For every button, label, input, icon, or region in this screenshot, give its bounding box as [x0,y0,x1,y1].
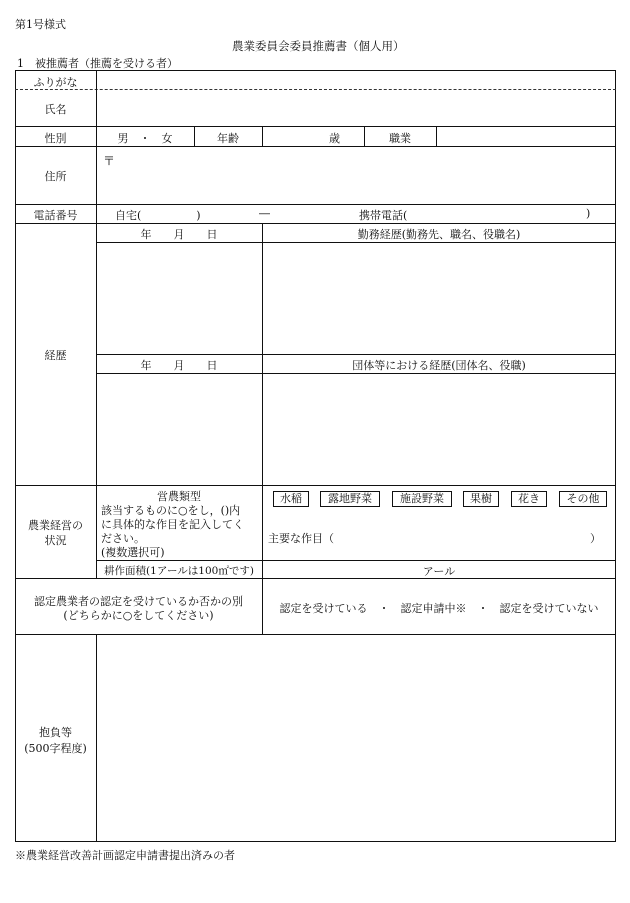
age-label: 年齢 [217,132,239,145]
career-label: 経歴 [44,349,67,362]
farm-type-desc-2: に具体的な作目を記入してく [101,518,244,531]
group-history-input[interactable] [263,374,615,484]
ambition-label: 抱負等 [39,726,72,739]
postal-mark: 〒 [103,154,116,168]
gender-options[interactable]: 男 ・ 女 [117,132,173,145]
farm-type-desc-3: ださい。 [101,532,145,545]
group-date-input[interactable] [97,374,261,484]
name-label: 氏名 [44,103,67,116]
footnote: ※農業経営改善計画認定申請書提出済みの者 [15,849,235,862]
crop-option-rice[interactable]: 水稲 [273,491,309,507]
main-crop-label: 主要な作目（ [268,532,334,545]
ambition-input[interactable] [97,635,615,841]
group-history-header: 団体等における経歴(団体名、役職) [352,359,526,372]
phone-dash: ― [259,207,270,220]
occupation-input[interactable] [437,127,615,145]
crop-option-flowers[interactable]: 花き [511,491,547,507]
crop-option-field-vegetables[interactable]: 露地野菜 [320,491,380,507]
crop-option-fruit-trees[interactable]: 果樹 [463,491,499,507]
area-unit: アール [422,565,456,578]
form-number: 第1号様式 [15,18,66,31]
furigana-label: ふりがな [33,76,78,89]
home-phone[interactable]: 自宅( ) [115,209,201,222]
ambition-sublabel: (500字程度) [24,742,87,755]
mobile-phone[interactable]: 携帯電話( [359,209,408,222]
work-history-input[interactable] [263,243,615,353]
cert-options[interactable]: 認定を受けている ・ 認定申請中※ ・ 認定を受けていない [279,602,599,615]
area-label: 耕作面積(1アールは100㎡です) [104,565,254,577]
gender-label: 性別 [44,132,67,145]
farm-type-desc-4: (複数選択可) [101,546,165,559]
main-crop-close: ） [590,532,601,545]
farm-status-label-2: 状況 [44,534,67,547]
crop-option-greenhouse-vegetables[interactable]: 施設野菜 [392,491,452,507]
cert-label-2: (どちらかに○をしてください) [63,609,214,622]
farm-type-desc-1: 該当するものに○をし，()内 [101,504,241,517]
work-history-header: 勤務経歴(勤務先、職名、役職名) [357,228,521,241]
main-crop-input[interactable] [345,528,590,544]
furigana-input[interactable] [97,71,615,88]
age-unit: 歳 [329,132,340,145]
cert-label-1: 認定農業者の認定を受けているか否かの別 [34,595,243,608]
farm-type-title: 営農類型 [157,490,201,503]
address-label: 住所 [44,170,67,183]
work-date-header: 年 月 日 [140,228,218,241]
phone-label: 電話番号 [33,209,78,222]
work-date-input[interactable] [97,243,261,353]
mobile-phone-close: ) [586,207,591,220]
farm-status-label-1: 農業経営の [28,519,83,532]
form-title: 農業委員会委員推薦書（個人用） [232,39,405,53]
crop-option-other[interactable]: その他 [559,491,607,507]
occupation-label: 職業 [389,132,411,145]
group-date-header: 年 月 日 [140,359,218,372]
name-input[interactable] [97,90,615,125]
section-heading: 1 被推薦者（推薦を受ける者） [17,57,178,70]
address-input[interactable] [97,147,615,203]
